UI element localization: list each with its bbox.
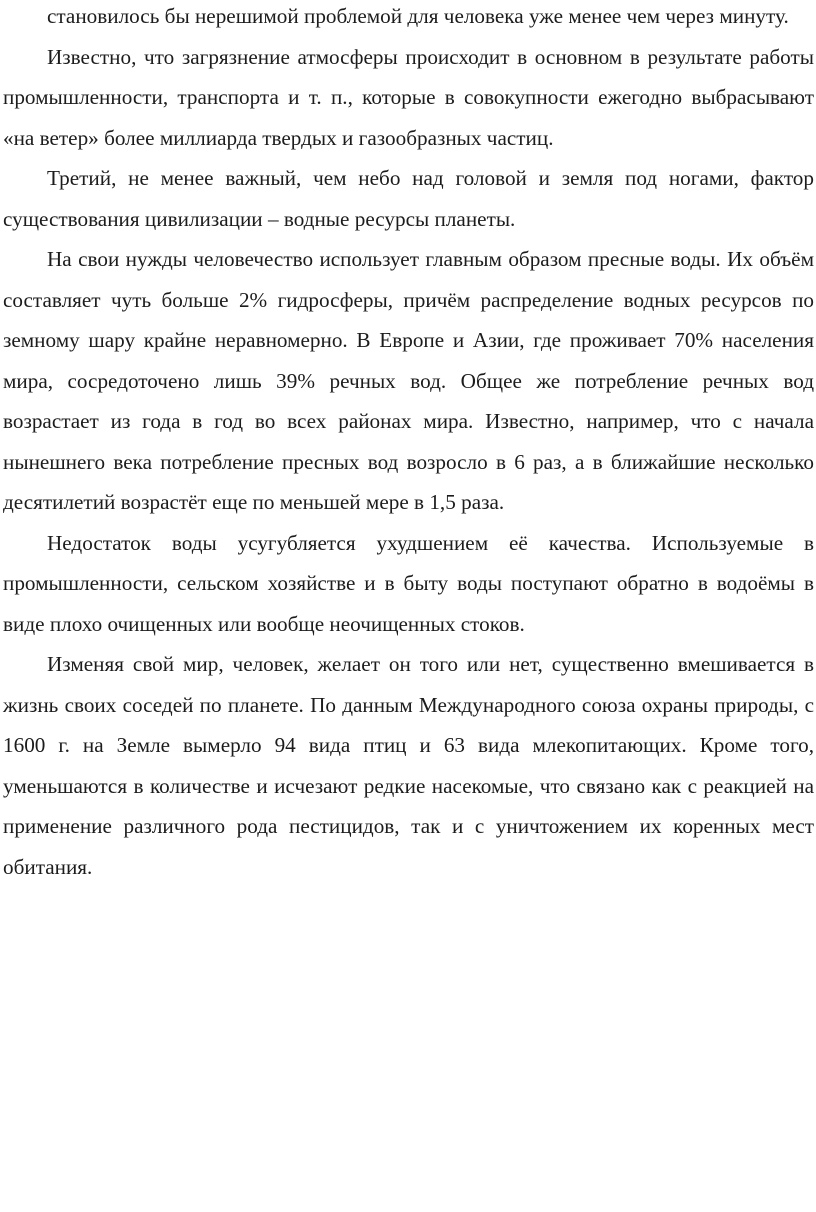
paragraph-continuation: становилось бы нерешимой проблемой для человека уже менее чем через минуту.: [47, 4, 789, 28]
paragraph-species-extinction: Изменяя свой мир, человек, желает он того или нет, существенно вмешивается в жизнь своих соседей по планете. По данным Международного союза охраны природы, с 1600 г. на Земле вымерло 94 вида птиц и 63 вида млекопитающих. Кроме того, уменьшаются в количестве и исчезают редкие насекомые, что связано как с реакцией на применение различного рода пестицидов, так и с уничтожением их коренных мест обитания.: [3, 652, 814, 879]
text-body: [3, 0, 814, 887]
paragraph-freshwater-usage: На свои нужды человечество использует главным образом пресные воды. Их объём составляет чуть больше 2% гидросферы, причём распределение водных ресурсов по земному шару крайне неравномерно. В Европе и Азии, где проживает 70% населения мира, сосредоточено лишь 39% речных вод. Общее же потребление речных вод возрастает из года в год во всех районах мира. Известно, например, что с начала нынешнего века потребление пресных вод возросло в 6 раз, а в ближайшие несколько десятилетий возрастёт еще по меньшей мере в 1,5 раза.: [3, 247, 814, 514]
paragraph-atmosphere-pollution: Известно, что загрязнение атмосферы происходит в основном в результате работы промышленности, транспорта и т. п., которые в совокупности ежегодно выбрасывают «на ветер» более миллиарда твердых и газообразных частиц.: [3, 44, 814, 150]
paragraph-water-resources-intro: Третий, не менее важный, чем небо над головой и земля под ногами, фактор существования цивилизации – водные ресурсы планеты.: [3, 166, 814, 231]
paragraph-water-quality: Недостаток воды усугубляется ухудшением её качества. Используемые в промышленности, сельском хозяйстве и в быту воды поступают обратно в водоёмы в виде плохо очищенных или вообще неочищенных стоков.: [3, 530, 814, 636]
